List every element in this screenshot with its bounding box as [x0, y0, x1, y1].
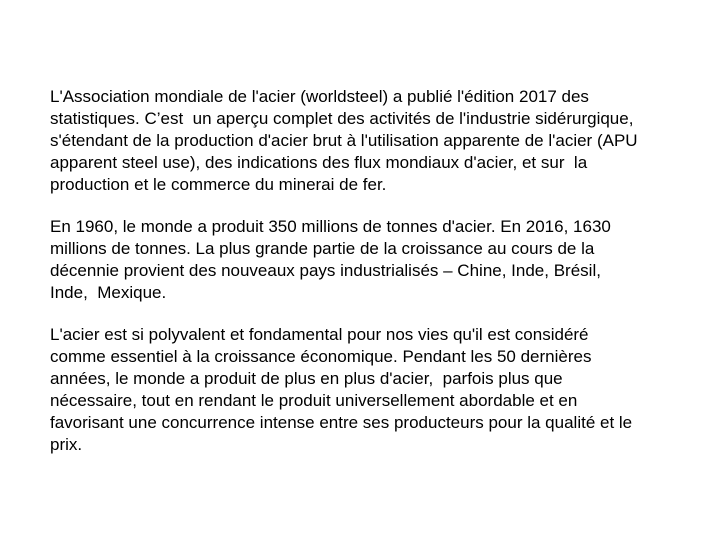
text-line: s'étendant de la production d'acier brut à l'utilisation apparente de l'acier (APU — [50, 131, 638, 150]
text-line: L'Association mondiale de l'acier (worldsteel) a publié l'édition 2017 des — [50, 87, 589, 106]
text-line: production et le commerce du minerai de fer. — [50, 175, 387, 194]
text-body — [50, 86, 680, 476]
text-line: années, le monde a produit de plus en plus d'acier, parfois plus que — [50, 369, 563, 388]
text-line: Inde, Mexique. — [50, 283, 167, 302]
text-line: L'acier est si polyvalent et fondamental pour nos vies qu'il est considéré — [50, 325, 589, 344]
paragraph-steel-importance — [50, 324, 680, 456]
text-line: millions de tonnes. La plus grande partie de la croissance au cours de la — [50, 239, 595, 258]
text-line: prix. — [50, 435, 83, 454]
paragraph-worldsteel-statistics — [50, 86, 680, 196]
text-line: favorisant une concurrence intense entre ses producteurs pour la qualité et le — [50, 413, 633, 432]
text-line: décennie provient des nouveaux pays industrialisés – Chine, Inde, Brésil, — [50, 261, 601, 280]
text-line: apparent steel use), des indications des flux mondiaux d'acier, et sur la — [50, 153, 588, 172]
text-line: comme essentiel à la croissance économique. Pendant les 50 dernières — [50, 347, 592, 366]
text-line: En 1960, le monde a produit 350 millions de tonnes d'acier. En 2016, 1630 — [50, 217, 611, 236]
text-line: nécessaire, tout en rendant le produit universellement abordable et en — [50, 391, 578, 410]
paragraph-production-growth — [50, 216, 680, 304]
text-line: statistiques. C’est un aperçu complet des activités de l'industrie sidérurgique, — [50, 109, 634, 128]
